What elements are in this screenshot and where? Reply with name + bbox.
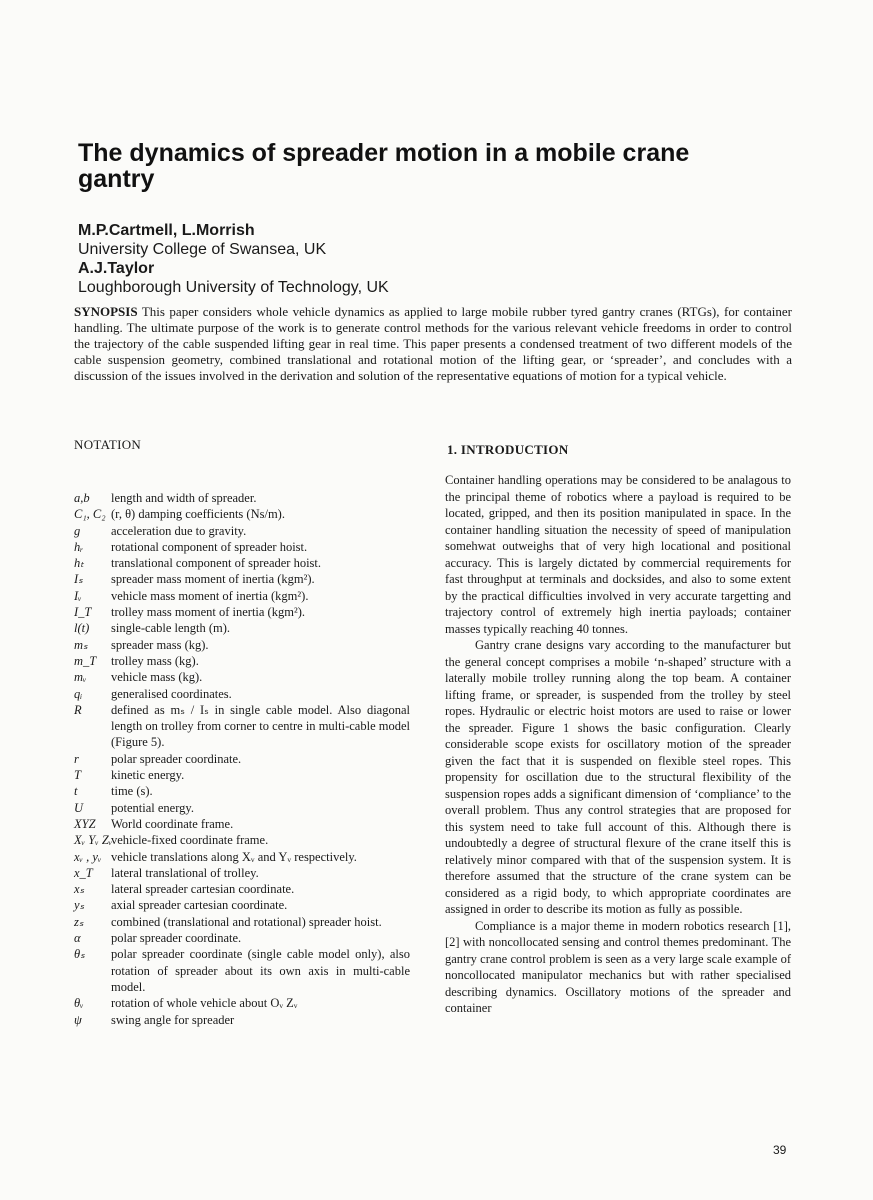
notation-entry — [74, 588, 410, 604]
notation-definition: World coordinate frame. — [111, 816, 234, 831]
notation-symbol: hᵣ — [74, 539, 84, 554]
notation-entry — [74, 946, 410, 995]
notation-definition: axial spreader cartesian coordinate. — [111, 898, 288, 913]
notation-symbol: l(t) — [74, 621, 90, 636]
notation-entry — [74, 669, 410, 685]
notation-entry — [74, 783, 410, 799]
notation-definition: rotation of whole vehicle about Oᵥ Zᵥ — [111, 996, 298, 1011]
notation-entry — [74, 604, 410, 620]
author-names: M.P.Cartmell, L.Morrish — [78, 222, 255, 239]
author-names: A.J.Taylor — [78, 260, 155, 277]
notation-definition: vehicle-fixed coordinate frame. — [111, 833, 269, 848]
intro-paragraph: Container handling operations may be considered to be analagous to the principal theme of robotics where a payload is required to be located, gripped, and then its position manipulated in space. In the container handling situation the necessity of speed of manipulation somehwat outweighs that of very high locational and positional accuracy. This is largely dictated by commercial requirements for fast throughput at terminals and docksides, and also to some extent by the practical difficulties involved in very accurate targetting and trajectory control of extremely high inertia payloads; container masses typically reaching 40 tonnes. — [445, 473, 791, 636]
notation-definition: length and width of spreader. — [111, 491, 257, 505]
notation-definition: acceleration due to gravity. — [111, 523, 247, 538]
notation-entry — [74, 523, 410, 539]
notation-entry — [74, 686, 410, 702]
notation-entry — [74, 571, 410, 587]
notation-symbol: T — [74, 768, 81, 783]
notation-symbol: α — [74, 931, 81, 946]
notation-entry — [74, 490, 410, 506]
synopsis-text: This paper considers whole vehicle dynamics as applied to large mobile rubber tyred gantry cranes (RTGs), for container handling. The ultimate purpose of the work is to generate control methods for the various relevant vehicle freedoms in order to control the trajectory of the cable suspended lifting gear in real time. This paper presents a condensed treatment of two different models of the cable suspension geometry, combined translational and rotational motion of the lifting gear, or ‘spreader’, and concludes with a discussion of the issues involved in the derivation and solution of the representative equations of motion for a typical vehicle. — [74, 304, 792, 383]
notation-symbol: yₛ — [74, 898, 85, 913]
notation-symbol: x_T — [74, 865, 93, 880]
notation-definition: trolley mass moment of inertia (kgm²). — [111, 605, 305, 620]
notation-definition: trolley mass (kg). — [111, 653, 199, 668]
notation-symbol: hₜ — [74, 556, 84, 571]
notation-entry — [74, 555, 410, 571]
notation-definition: vehicle mass moment of inertia (kgm²). — [111, 588, 309, 603]
notation-entry — [74, 767, 410, 783]
notation-entry — [74, 849, 410, 865]
notation-definition: rotational component of spreader hoist. — [111, 539, 308, 554]
notation-symbol: I_T — [74, 605, 92, 620]
notation-symbol: t — [74, 784, 78, 799]
notation-symbol: θᵥ — [74, 996, 84, 1011]
notation-definition: defined as mₛ / Iₛ in single cable model. Also diagonal length on trolley from corner to centre in multi-cable model (Figure 5). — [111, 702, 410, 750]
notation-symbol: Iₛ — [74, 572, 83, 587]
notation-entry — [74, 800, 410, 816]
intro-paragraph: Compliance is a major theme in modern robotics research [1], [2] with noncollocated sensing and control themes predominant. The gantry crane control problem is seen as a very large scale example of noncollocated manipulator mechanics but with rather specialised describing dynamics. Oscillatory motions of the spreader and container — [445, 918, 791, 1015]
notation-entry — [74, 930, 410, 946]
notation-definition: potential energy. — [111, 800, 194, 815]
notation-symbol: m_T — [74, 653, 97, 668]
notation-symbol: mᵥ — [74, 670, 87, 685]
author-affiliation: Loughborough University of Technology, UK — [78, 279, 389, 296]
notation-definition: translational component of spreader hoist. — [111, 556, 322, 571]
notation-heading: NOTATION — [74, 437, 142, 452]
notation-symbol: r — [74, 751, 79, 766]
notation-entry — [74, 914, 410, 930]
notation-symbol: zₛ — [74, 914, 84, 929]
notation-symbol: C₁, C₂ — [74, 507, 106, 522]
notation-definition: swing angle for spreader — [111, 1012, 235, 1027]
notation-entry — [74, 832, 410, 848]
page-number: 39 — [773, 1143, 787, 1157]
notation-definition: generalised coordinates. — [111, 686, 232, 701]
notation-symbol: R — [74, 702, 82, 717]
notation-definition: kinetic energy. — [111, 768, 185, 783]
notation-definition: (r, θ) damping coefficients (Ns/m). — [111, 507, 285, 522]
notation-definition: polar spreader coordinate. — [111, 751, 242, 766]
notation-definition: vehicle translations along Xᵥ and Yᵥ respectively. — [111, 849, 357, 864]
notation-definition: lateral spreader cartesian coordinate. — [111, 882, 295, 897]
synopsis-label: SYNOPSIS — [74, 304, 138, 319]
notation-definition: single-cable length (m). — [111, 621, 231, 636]
notation-symbol: g — [74, 523, 81, 538]
notation-definition: time (s). — [111, 784, 153, 799]
notation-entry — [74, 702, 410, 751]
notation-symbol: U — [74, 800, 84, 815]
notation-definition: spreader mass moment of inertia (kgm²). — [111, 572, 315, 587]
notation-definition: vehicle mass (kg). — [111, 670, 203, 685]
notation-entry — [74, 995, 410, 1011]
notation-symbol: xₛ — [74, 882, 85, 897]
introduction-body — [445, 472, 791, 1017]
notation-entry — [74, 539, 410, 555]
synopsis — [74, 304, 792, 384]
notation-symbol: Xᵥ Yᵥ Zᵥ — [74, 833, 113, 848]
notation-symbol: XYZ — [74, 816, 96, 831]
intro-paragraph: Gantry crane designs vary according to the manufacturer but the general concept comprises a mobile ‘n-shaped’ structure with a laterally mobile trolley running along the top beam. A container lifting frame, or spreader, is suspended from the trolley by steel ropes. Hydraulic or electric hoist motors are used to raise or lower the spreader. Figure 1 shows the basic configuration. Clearly considerable scope exists for oscillatory motion of the spreader given the fact that it is suspended on flexible steel ropes. This propensity for oscillation due to the structural flexibility of the suspension ropes adds a significant dimension of ‘compliance’ to the overall problem. Thus any control strategies that are proposed for this system need to take full account of this. Although there is undoubtedly a degree of structural flexure of the crane itself this is relatively minor compared with that of the suspension system. It is therefore assumed that the structure of the crane system can be considered as a rigid body, to which appropriate coordinates are assigned in order to describe its motion as fully as possible. — [445, 638, 791, 916]
notation-symbol: θₛ — [74, 947, 85, 962]
notation-symbol: mₛ — [74, 637, 88, 652]
notation-entry — [74, 620, 410, 636]
notation-symbol: Iᵥ — [74, 588, 82, 603]
notation-entry — [74, 865, 410, 881]
notation-entry — [74, 637, 410, 653]
notation-symbol: qᵢ — [74, 686, 83, 701]
notation-definition: polar spreader coordinate (single cable model only), also rotation of spreader about its own axis in multi-cable model. — [111, 947, 410, 994]
author-affiliation: University College of Swansea, UK — [78, 241, 327, 258]
notation-entry — [74, 506, 410, 522]
notation-entry — [74, 881, 410, 897]
notation-definition: combined (translational and rotational) spreader hoist. — [111, 914, 382, 929]
notation-definition: lateral translational of trolley. — [111, 865, 259, 880]
notation-list — [74, 490, 410, 1028]
notation-entry — [74, 897, 410, 913]
author-block — [78, 221, 678, 297]
notation-entry — [74, 816, 410, 832]
notation-symbol: xᵥ , yᵥ — [74, 849, 102, 864]
paper-title: The dynamics of spreader motion in a mobile crane gantry — [78, 139, 690, 193]
introduction-heading: 1. INTRODUCTION — [447, 442, 569, 457]
notation-entry — [74, 653, 410, 669]
notation-definition: spreader mass (kg). — [111, 637, 209, 652]
notation-symbol: ψ — [74, 1012, 82, 1027]
notation-definition: polar spreader coordinate. — [111, 931, 242, 946]
notation-entry — [74, 1012, 410, 1028]
notation-symbol: a,b — [74, 491, 90, 505]
notation-entry — [74, 751, 410, 767]
